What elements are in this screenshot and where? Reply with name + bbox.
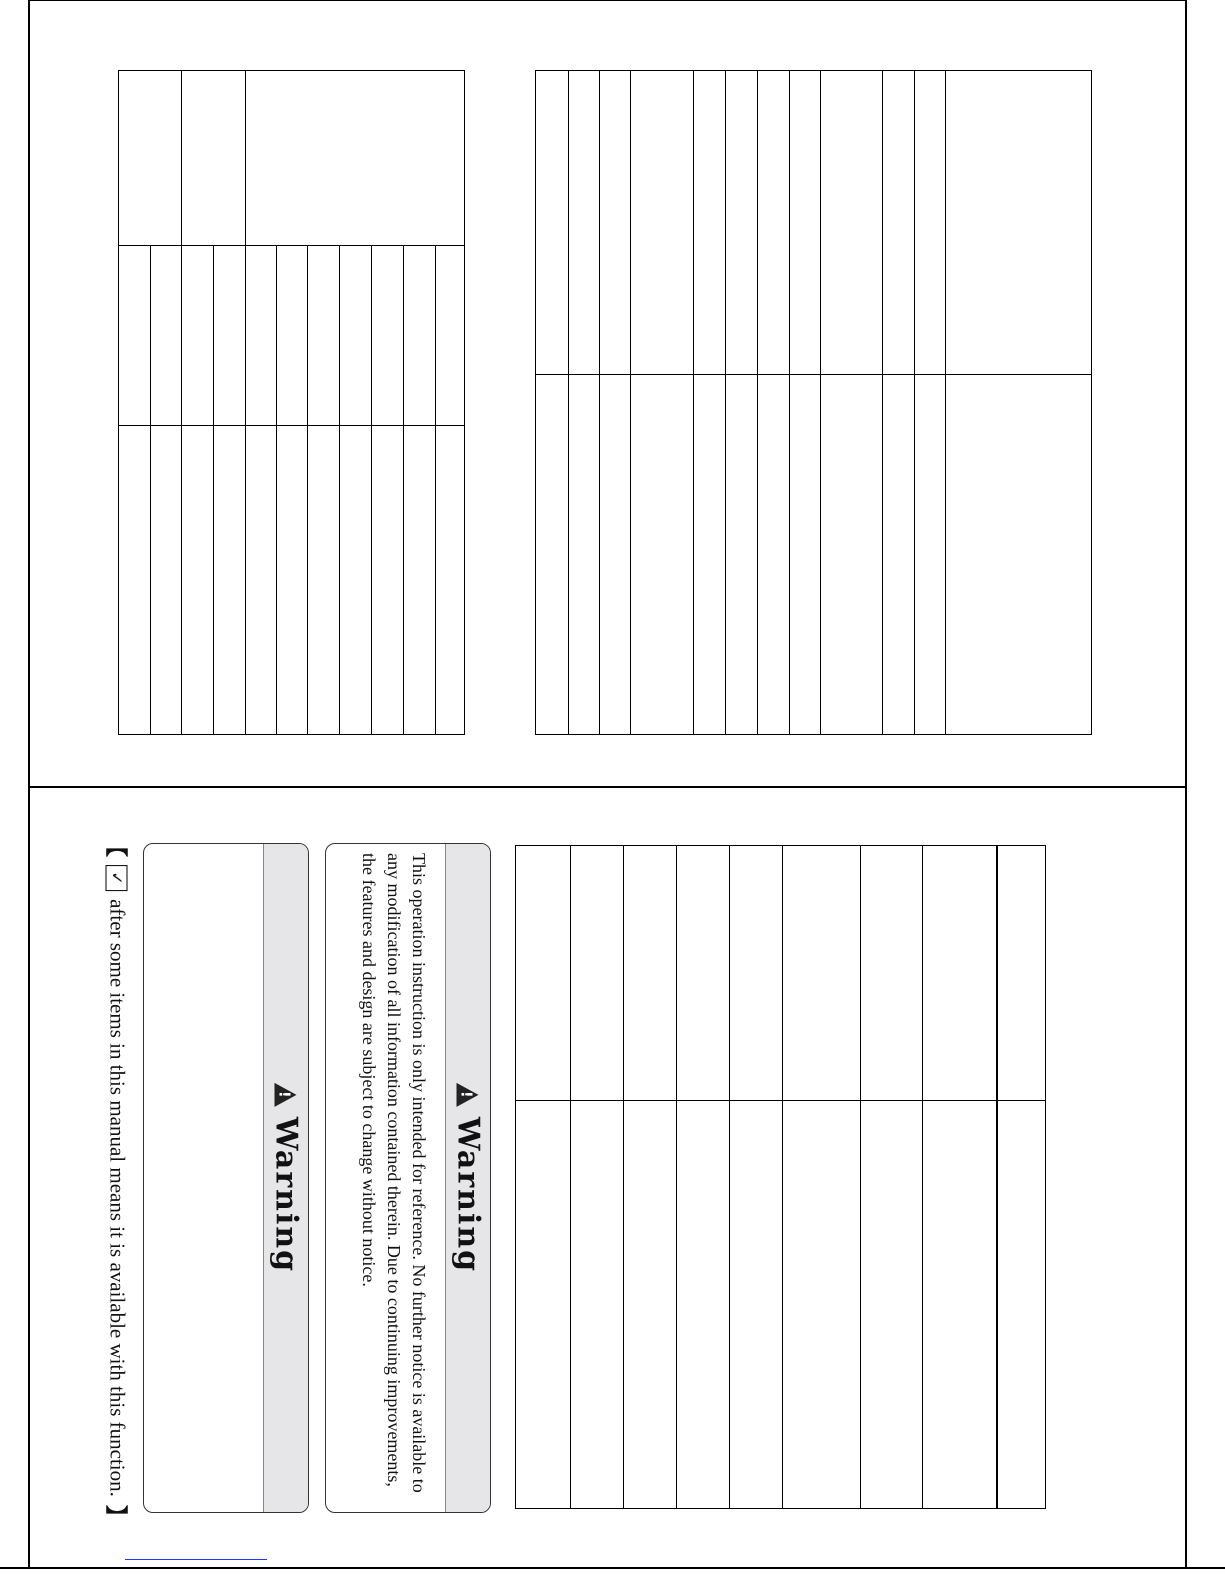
- warning-heading: [269, 1083, 304, 1273]
- frame-left-border: [28, 0, 30, 1568]
- column-divider: [181, 71, 182, 734]
- row-divider: [536, 374, 1091, 375]
- top-left-table: [118, 70, 465, 735]
- warning-panel-notice: [325, 843, 491, 1513]
- warning-triangle-icon: [457, 1083, 479, 1107]
- warning-heading: [451, 1083, 486, 1273]
- frame-center-fold: [28, 786, 1186, 788]
- row-divider: [119, 245, 464, 246]
- column-divider: [725, 71, 726, 734]
- footnote-text: after some items in this manual means it is available with this function.: [105, 899, 130, 1497]
- bottom-right-table: [515, 845, 1046, 1509]
- column-divider: [570, 846, 571, 1508]
- column-divider: [693, 71, 694, 734]
- column-divider: [676, 846, 677, 1508]
- column-divider: [213, 245, 214, 734]
- column-divider: [245, 71, 246, 734]
- column-divider: [371, 245, 372, 734]
- column-divider: [729, 846, 730, 1508]
- top-right-table: [535, 70, 1092, 735]
- warning-body-text: This operation instruction is only intended for reference. No further notice is available to any modification of all information contained therein. Due to continuing improvements, the features and design are subject to change without notice.: [359, 853, 429, 1493]
- column-divider: [339, 245, 340, 734]
- row-divider: [119, 425, 464, 426]
- column-divider: [599, 71, 600, 734]
- column-divider: [882, 71, 883, 734]
- column-divider: [996, 846, 998, 1508]
- column-divider: [568, 71, 569, 734]
- footnote: [100, 835, 134, 1527]
- column-divider: [782, 846, 783, 1508]
- warning-heading-text: Warning: [268, 1116, 304, 1274]
- column-divider: [435, 245, 436, 734]
- column-divider: [623, 846, 624, 1508]
- warning-panel-empty: [143, 843, 309, 1513]
- footnote-line: [102, 835, 133, 1527]
- bottom-link-underline: [125, 1559, 267, 1560]
- warning-body-text: [159, 853, 249, 1503]
- warning-heading-text: Warning: [450, 1116, 486, 1274]
- frame-top-border: [28, 0, 1186, 1]
- column-divider: [630, 71, 631, 734]
- column-divider: [757, 71, 758, 734]
- column-divider: [276, 245, 277, 734]
- column-divider: [860, 846, 861, 1508]
- column-divider: [945, 71, 946, 734]
- frame-right-border: [1185, 0, 1187, 1568]
- column-divider: [150, 245, 151, 734]
- column-divider: [820, 71, 821, 734]
- warning-triangle-icon: [275, 1083, 297, 1107]
- footnote-close-bracket: 】: [103, 1504, 129, 1527]
- column-divider: [789, 71, 790, 734]
- row-divider: [516, 1100, 1045, 1101]
- warning-panel-header: [263, 844, 308, 1512]
- footnote-open-bracket: 【: [103, 835, 129, 858]
- column-divider: [403, 245, 404, 734]
- warning-panel-header: [445, 844, 490, 1512]
- column-divider: [922, 846, 923, 1508]
- column-divider: [307, 245, 308, 734]
- frame-bottom-border: [0, 1567, 1225, 1569]
- check-box-icon: ✓: [106, 865, 128, 891]
- column-divider: [914, 71, 915, 734]
